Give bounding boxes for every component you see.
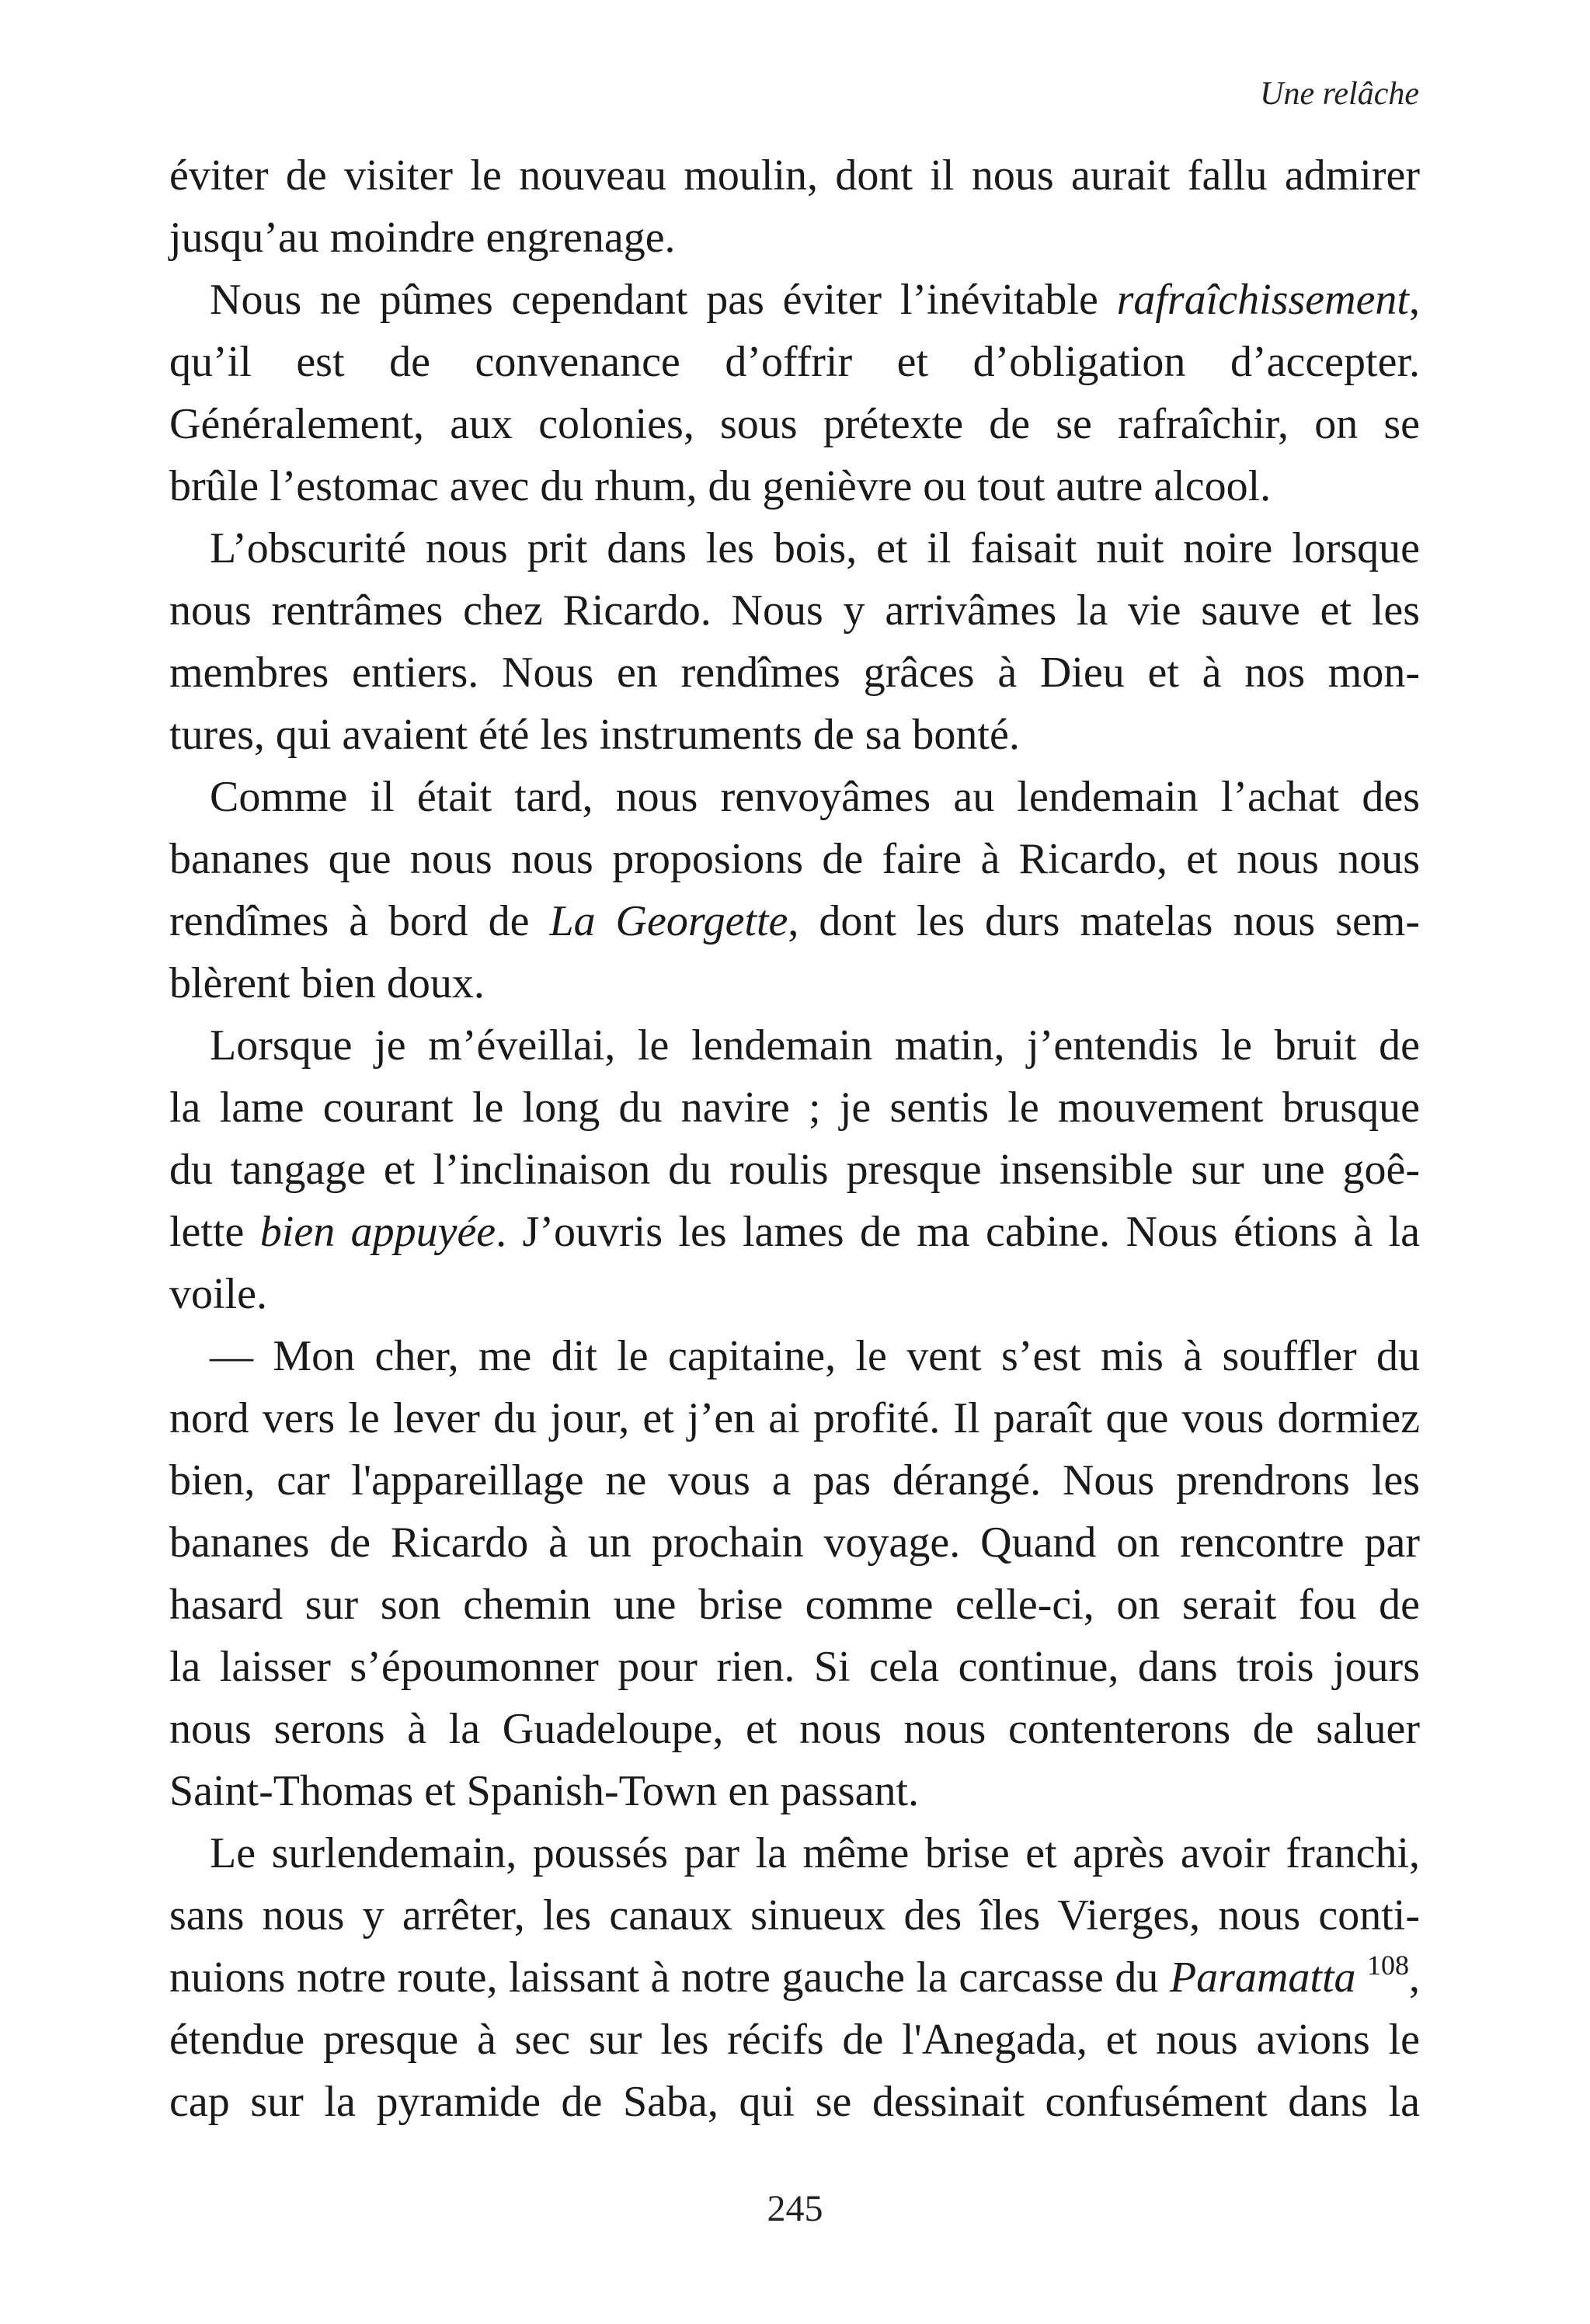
text-line: sans nous y arrêter, les canaux sinueux des îles Vierges, nous conti- [169, 1891, 1420, 1940]
text-line: cap sur la pyramide de Saba, qui se dessinait confusément dans la [169, 2078, 1420, 2126]
text-line: bananes que nous nous proposions de faire à Ricardo, et nous nous [169, 835, 1420, 883]
text-line: Le surlendemain, poussés par la même brise et après avoir franchi, [210, 1829, 1420, 1877]
text-line: blèrent bien doux. [169, 959, 485, 1007]
text-line: brûle l’estomac avec du rhum, du genièvre ou tout autre alcool. [169, 462, 1272, 510]
text-line: nord vers le lever du jour, et j’en ai profité. Il paraît que vous dormiez [169, 1394, 1420, 1442]
text-line: nous serons à la Guadeloupe, et nous nous contenterons de saluer [169, 1705, 1420, 1753]
text-line: hasard sur son chemin une brise comme celle-ci, on serait fou de [169, 1581, 1420, 1629]
text-line: éviter de visiter le nouveau moulin, dont il nous aurait fallu admirer [169, 151, 1420, 200]
text-line: L’obscurité nous prit dans les bois, et il faisait nuit noire lorsque [210, 524, 1420, 572]
text-line: qu’il est de convenance d’offrir et d’obligation d’accepter. [169, 338, 1420, 386]
italic-text: La Georgette [549, 897, 788, 945]
page-number: 245 [767, 2188, 823, 2229]
italic-text: bien appuyée [259, 1208, 496, 1256]
footnote-reference[interactable]: 108 [1367, 1950, 1410, 1981]
text-line: membres entiers. Nous en rendîmes grâces à Dieu et à nos mon- [169, 649, 1420, 697]
paragraph [169, 144, 1420, 269]
text-line: jusqu’au moindre engrenage. [169, 214, 676, 262]
italic-text: rafraîchissement [1116, 276, 1409, 324]
text-line: rendîmes à bord de La Georgette, dont les durs matelas nous sem- [169, 897, 1420, 945]
paragraph [169, 269, 1420, 517]
text-line: la laisser s’époumonner pour rien. Si cela continue, dans trois jours [169, 1643, 1420, 1691]
paragraph [169, 1014, 1420, 1325]
text-line: Saint-Thomas et Spanish-Town en passant. [169, 1767, 920, 1815]
text-line: nuions notre route, laissant à notre gauche la carcasse du Paramatta $^{108}$, [169, 1950, 1421, 2002]
italic-text: Paramatta [1169, 1953, 1356, 2002]
paragraph [169, 1325, 1420, 1822]
text-line: du tangage et l’inclinaison du roulis presque insensible sur une goê- [169, 1146, 1420, 1194]
text-line: étendue presque à sec sur les récifs de l'Anegada, et nous avions le [169, 2016, 1420, 2064]
text-line: nous rentrâmes chez Ricardo. Nous y arrivâmes la vie sauve et les [169, 586, 1420, 635]
text-line: bananes de Ricardo à un prochain voyage. Quand on rencontre par [169, 1519, 1420, 1567]
text-line: Généralement, aux colonies, sous prétexte de se rafraîchir, on se [169, 400, 1420, 448]
text-line: voile. [169, 1270, 267, 1318]
text-line: lette bien appuyée. J’ouvris les lames de ma cabine. Nous étions à la [169, 1208, 1420, 1256]
paragraph [169, 766, 1420, 1014]
body-text [169, 144, 1420, 2133]
paragraph [169, 517, 1420, 766]
text-line: — Mon cher, me dit le capitaine, le vent s’est mis à souffler du [210, 1332, 1420, 1380]
text-line: Comme il était tard, nous renvoyâmes au lendemain l’achat des [210, 773, 1420, 821]
text-line: la lame courant le long du navire ; je sentis le mouvement brusque [169, 1084, 1420, 1132]
running-head: Une relâche [1260, 76, 1419, 112]
paragraph [169, 1822, 1420, 2133]
text-line: Nous ne pûmes cependant pas éviter l’inévitable rafraîchissement, [210, 276, 1420, 324]
text-line: bien, car l'appareillage ne vous a pas dérangé. Nous prendrons les [169, 1456, 1420, 1505]
text-line: Lorsque je m’éveillai, le lendemain matin, j’entendis le bruit de [210, 1021, 1420, 1070]
text-line: tures, qui avaient été les instruments de sa bonté. [169, 711, 1020, 759]
